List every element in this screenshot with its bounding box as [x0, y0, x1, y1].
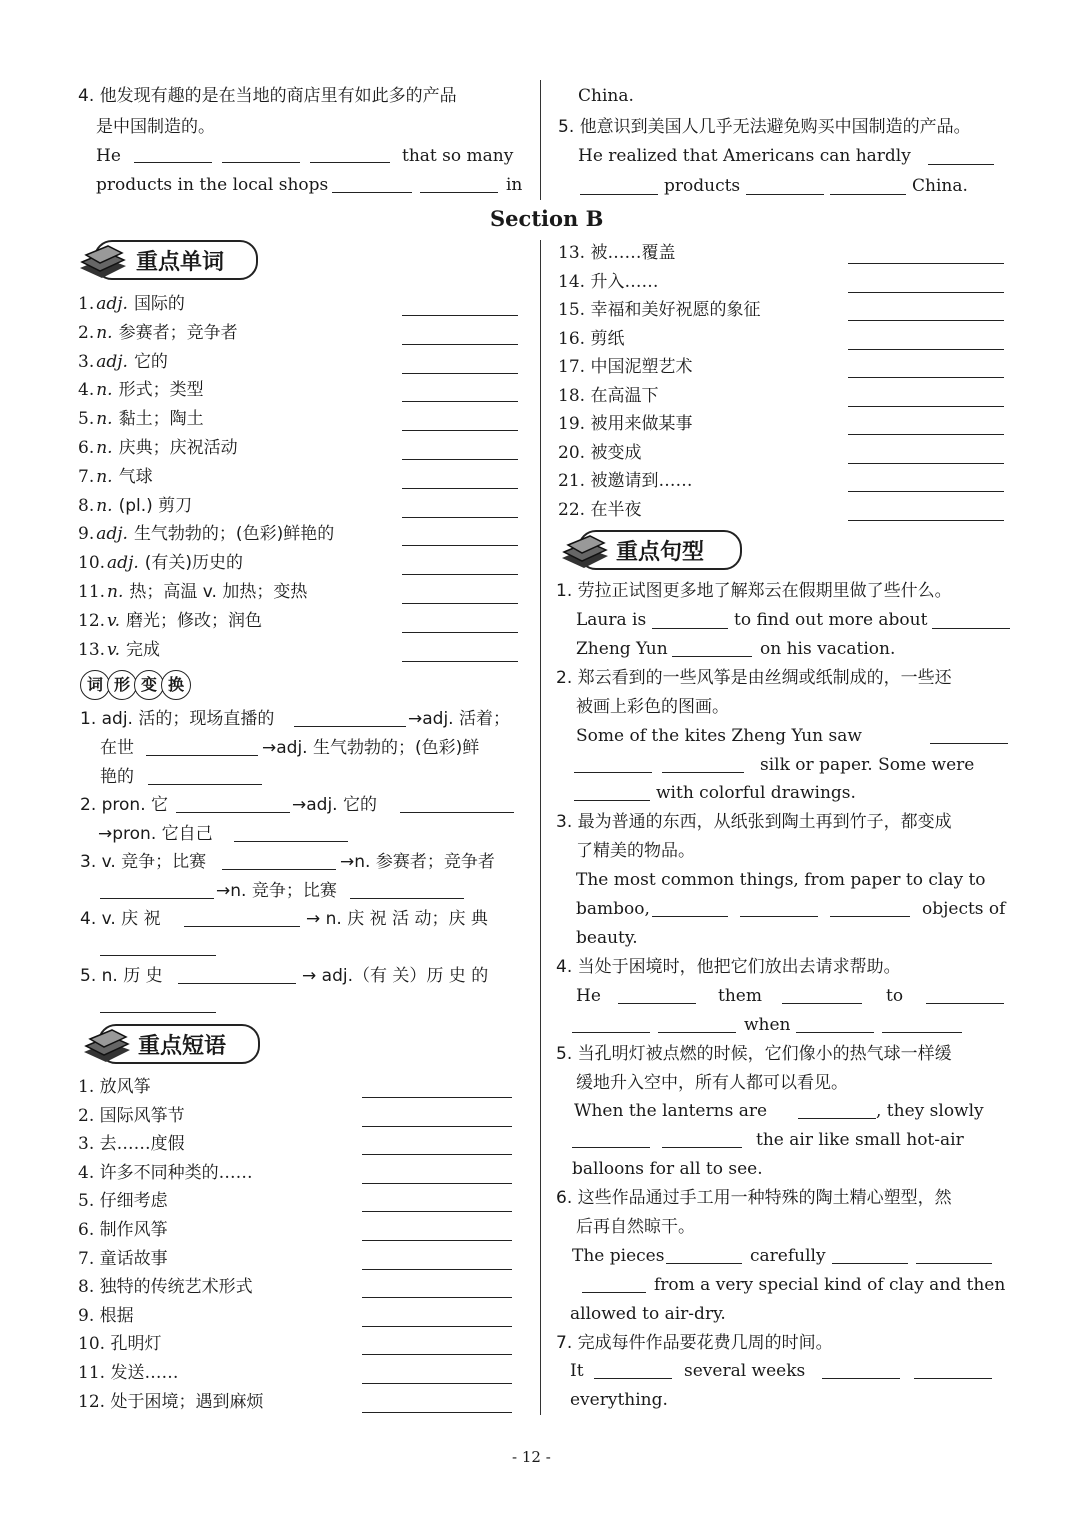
s2-zh-1: 2. 郑云看到的一些风筝是由丝绸或纸制成的，一些还 — [556, 668, 952, 688]
blank[interactable] — [572, 1147, 650, 1148]
s6-zh-1: 6. 这些作品通过手工用一种特殊的陶土精心塑型，然 — [556, 1188, 952, 1208]
s1-en-1a: Laura is — [576, 610, 647, 630]
form-1d: →adj. 生气勃勃的；(色彩)鲜 — [262, 738, 480, 758]
blank[interactable] — [134, 162, 212, 163]
word-item — [78, 640, 160, 660]
page-number: - 12 - — [512, 1448, 551, 1466]
blank[interactable] — [362, 1211, 512, 1212]
q5-en-2b: China. — [912, 176, 968, 196]
word-zh: 完成 — [126, 639, 161, 660]
word-item — [78, 380, 204, 400]
blank[interactable] — [362, 1383, 512, 1384]
word-pos: n. — [107, 582, 124, 602]
word-item — [78, 352, 168, 372]
form-3b: →n. 参赛者；竞争者 — [340, 852, 495, 872]
s3-en-3: beauty. — [576, 928, 638, 948]
blank[interactable] — [402, 459, 518, 460]
blank[interactable] — [932, 628, 1010, 629]
blank[interactable] — [402, 430, 518, 431]
s2-zh-2: 被画上彩色的图画。 — [576, 697, 729, 717]
blank[interactable] — [848, 263, 1004, 264]
blank[interactable] — [782, 1003, 862, 1004]
blank[interactable] — [796, 1032, 874, 1033]
blank[interactable] — [362, 1412, 512, 1413]
s4-en-1b: them — [718, 986, 762, 1006]
s2-en-2a: silk or paper. Some were — [760, 755, 975, 775]
s1-en-1b: to find out more about — [734, 610, 928, 630]
blank[interactable] — [362, 1183, 512, 1184]
s3-zh-2: 了精美的物品。 — [576, 841, 695, 861]
phrase-item: 6. 制作风筝 — [78, 1220, 168, 1240]
s6-en-3: allowed to air-dry. — [570, 1304, 726, 1324]
word-zh: 黏土；陶土 — [118, 409, 204, 430]
s5-en-3: balloons for all to see. — [572, 1159, 763, 1179]
s5-en-2: the air like small hot-air — [756, 1130, 964, 1150]
phrase-item: 15. 幸福和美好祝愿的象征 — [558, 300, 761, 320]
blank[interactable] — [222, 869, 336, 870]
word-zh: 磨光；修改；润色 — [126, 610, 263, 631]
phrase-item: 19. 被用来做某事 — [558, 414, 693, 434]
s5-zh-2: 缓地升入空中，所有人都可以看见。 — [576, 1073, 848, 1093]
s6-en-1a: The pieces — [572, 1246, 665, 1266]
word-pos: v. — [107, 639, 121, 660]
s5-en-1b: , they slowly — [876, 1101, 984, 1121]
blank[interactable] — [400, 812, 514, 813]
blank[interactable] — [100, 898, 214, 899]
word-num: 9. — [78, 524, 95, 545]
phrase-item: 7. 童话故事 — [78, 1248, 168, 1269]
word-pos: adj. — [107, 553, 139, 574]
word-item — [78, 496, 192, 516]
word-num: 13. — [78, 639, 106, 660]
word-item — [78, 409, 204, 429]
word-pos: n. — [96, 322, 113, 343]
blank[interactable] — [832, 1263, 908, 1264]
blank[interactable] — [848, 292, 1004, 293]
blank[interactable] — [402, 632, 518, 633]
word-zh: 参赛者；竞争者 — [118, 322, 238, 343]
sentences-header-title: 重点句型 — [616, 540, 705, 565]
s6-en-1b: carefully — [750, 1246, 826, 1266]
s7-en-2: everything. — [570, 1390, 668, 1410]
blank[interactable] — [146, 755, 258, 756]
s4-en-2: when — [744, 1015, 791, 1035]
blank[interactable] — [350, 898, 464, 899]
blank[interactable] — [362, 1297, 512, 1298]
s5-zh-1: 5. 当孔明灯被点燃的时候，它们像小的热气球一样缓 — [556, 1044, 952, 1064]
s4-en-1a: He — [576, 986, 601, 1006]
blank[interactable] — [294, 726, 406, 727]
phrase-item: 9. 根据 — [78, 1305, 134, 1326]
form-5b: → adj.（有 关）历 史 的 — [302, 966, 489, 986]
phrase-item: 16. 剪纸 — [558, 328, 625, 349]
s3-zh-1: 3. 最为普通的东西，从纸张到陶土再到竹子，都变成 — [556, 812, 952, 832]
word-num: 8. — [78, 495, 95, 516]
phrase-item: 17. 中国泥塑艺术 — [558, 357, 693, 377]
word-item — [78, 524, 334, 544]
phrases-header-title: 重点短语 — [138, 1034, 227, 1059]
blank[interactable] — [420, 192, 498, 193]
blank[interactable] — [574, 800, 650, 801]
blank[interactable] — [930, 743, 1008, 744]
s2-en-1: Some of the kites Zheng Yun saw — [576, 726, 862, 746]
blank[interactable] — [672, 656, 752, 657]
word-num: 11. — [78, 582, 106, 602]
q4-en-2a: products in the local shops — [96, 175, 329, 195]
word-pos: n. — [96, 409, 113, 430]
word-pos: n. — [96, 466, 113, 487]
blank[interactable] — [652, 916, 728, 917]
s2-en-3: with colorful drawings. — [656, 783, 856, 803]
blank[interactable] — [798, 1118, 876, 1119]
blank[interactable] — [402, 488, 518, 489]
word-num: 6. — [78, 438, 95, 458]
blank[interactable] — [848, 349, 1004, 350]
q4-zh-2: 是中国制造的。 — [96, 117, 215, 137]
form-4a: 4. v. 庆 祝 — [80, 909, 161, 929]
word-num: 10. — [78, 553, 106, 574]
word-pos: n. — [96, 380, 113, 401]
form-3a: 3. v. 竞争；比赛 — [80, 852, 207, 872]
forms-char-4: 换 — [161, 670, 191, 700]
phrase-item: 11. 发送…… — [78, 1363, 179, 1383]
blank[interactable] — [222, 162, 300, 163]
phrase-item: 3. 去……度假 — [78, 1134, 185, 1155]
word-zh: 生气勃勃的；(色彩)鲜艳的 — [133, 524, 335, 545]
form-2c: →pron. 它自己 — [98, 824, 213, 844]
word-zh: 庆典；庆祝活动 — [118, 438, 238, 458]
blank[interactable] — [402, 661, 518, 662]
word-item — [78, 323, 238, 343]
phrase-item: 1. 放风筝 — [78, 1077, 151, 1097]
phrase-item: 14. 升入…… — [558, 271, 659, 292]
word-zh: (有关)历史的 — [144, 553, 244, 574]
blank[interactable] — [928, 164, 994, 165]
blank[interactable] — [662, 1147, 742, 1148]
blank[interactable] — [148, 784, 262, 785]
books-icon — [558, 528, 610, 572]
word-zh: 气球 — [118, 466, 153, 487]
blank[interactable] — [822, 1378, 900, 1379]
word-num: 12. — [78, 610, 106, 631]
blank[interactable] — [402, 517, 518, 518]
s7-en-1a: It — [570, 1361, 584, 1381]
s5-en-1a: When the lanterns are — [574, 1101, 768, 1121]
word-num: 3. — [78, 351, 95, 372]
column-divider-top — [540, 80, 541, 200]
blank[interactable] — [402, 344, 518, 345]
blank[interactable] — [830, 916, 910, 917]
blank[interactable] — [662, 772, 744, 773]
q4-zh: 4. 他发现有趣的是在当地的商店里有如此多的产品 — [78, 86, 457, 106]
form-4b: → n. 庆 祝 活 动；庆 典 — [306, 909, 488, 929]
blank[interactable] — [574, 772, 652, 773]
form-5a: 5. n. 历 史 — [80, 966, 163, 986]
phrase-item: 21. 被邀请到…… — [558, 471, 693, 491]
blank[interactable] — [184, 926, 300, 927]
blank[interactable] — [402, 373, 518, 374]
blank[interactable] — [178, 983, 296, 984]
blank[interactable] — [848, 463, 1004, 464]
word-num: 7. — [78, 466, 95, 487]
forms-header — [80, 670, 188, 700]
blank[interactable] — [100, 1012, 216, 1013]
s4-en-1c: to — [886, 986, 904, 1006]
form-1b: →adj. 活着； — [408, 709, 510, 729]
word-pos: adj. — [96, 294, 128, 314]
s6-en-2: from a very special kind of clay and then — [654, 1275, 1006, 1295]
form-1a: 1. adj. 活的；现场直播的 — [80, 709, 275, 729]
word-num: 4. — [78, 380, 95, 401]
blank[interactable] — [362, 1097, 512, 1098]
blank[interactable] — [402, 401, 518, 402]
q5-en-2a: products — [664, 176, 741, 196]
blank[interactable] — [848, 406, 1004, 407]
blank[interactable] — [848, 434, 1004, 435]
blank[interactable] — [362, 1269, 512, 1270]
word-pos: v. — [107, 610, 121, 631]
blank[interactable] — [618, 1003, 696, 1004]
blank[interactable] — [882, 1032, 962, 1033]
blank[interactable] — [176, 812, 290, 813]
blank[interactable] — [914, 1378, 992, 1379]
form-1c: 在世 — [100, 738, 134, 758]
word-item — [78, 582, 307, 602]
blank[interactable] — [402, 574, 518, 575]
blank[interactable] — [362, 1126, 512, 1127]
phrase-item: 8. 独特的传统艺术形式 — [78, 1277, 253, 1298]
books-icon — [80, 1022, 132, 1066]
blank[interactable] — [580, 194, 658, 195]
blank[interactable] — [652, 628, 728, 629]
forms-char-3: 变 — [134, 670, 164, 700]
s6-zh-2: 后再自然晾干。 — [576, 1217, 695, 1237]
blank[interactable] — [658, 1032, 736, 1033]
form-3c: →n. 竞争；比赛 — [216, 881, 337, 901]
blank[interactable] — [234, 841, 348, 842]
blank[interactable] — [848, 491, 1004, 492]
s3-en-2b: objects of — [922, 899, 1006, 919]
q4-en-2b: in — [506, 175, 523, 195]
s7-en-1b: several weeks — [684, 1361, 806, 1381]
blank[interactable] — [362, 1354, 512, 1355]
words-header-title: 重点单词 — [136, 250, 225, 275]
blank[interactable] — [362, 1326, 512, 1327]
phrase-item: 4. 许多不同种类的…… — [78, 1162, 253, 1183]
word-num: 1. — [78, 294, 95, 314]
books-icon — [76, 238, 128, 282]
s3-en-1: The most common things, from paper to clay to — [576, 870, 986, 890]
phrase-item: 12. 处于困境；遇到麻烦 — [78, 1391, 264, 1412]
s1-en-2b: on his vacation. — [760, 639, 896, 659]
s4-zh: 4. 当处于困境时，他把它们放出去请求帮助。 — [556, 957, 901, 977]
phrase-item: 13. 被……覆盖 — [558, 243, 676, 263]
blank[interactable] — [402, 545, 518, 546]
form-2a: 2. pron. 它 — [80, 795, 169, 815]
word-zh: 热；高温 v. 加热；变热 — [129, 582, 308, 602]
blank[interactable] — [594, 1378, 672, 1379]
blank[interactable] — [666, 1263, 742, 1264]
word-item — [78, 438, 238, 458]
q5-en-1: He realized that Americans can hardly — [578, 146, 911, 166]
s1-en-2a: Zheng Yun — [576, 639, 668, 659]
phrase-item: 2. 国际风筝节 — [78, 1105, 185, 1126]
word-item — [78, 294, 185, 314]
blank[interactable] — [362, 1240, 512, 1241]
blank[interactable] — [848, 377, 1004, 378]
blank[interactable] — [740, 916, 818, 917]
q4-en-1b: that so many — [402, 146, 514, 166]
blank[interactable] — [572, 1032, 650, 1033]
word-pos: n. — [96, 438, 113, 458]
q5-zh: 5. 他意识到美国人几乎无法避免购买中国制造的产品。 — [558, 117, 971, 137]
blank[interactable] — [848, 320, 1004, 321]
phrase-item: 18. 在高温下 — [558, 385, 659, 406]
blank[interactable] — [362, 1154, 512, 1155]
blank[interactable] — [332, 192, 412, 193]
forms-char-1: 词 — [80, 670, 110, 700]
blank[interactable] — [926, 1003, 1004, 1004]
blank[interactable] — [746, 194, 824, 195]
word-pos: n. — [96, 495, 113, 516]
form-2b: →adj. 它的 — [292, 795, 377, 815]
form-1e: 艳的 — [100, 767, 134, 787]
s7-zh: 7. 完成每件作品要花费几周的时间。 — [556, 1333, 833, 1353]
s1-zh: 1. 劳拉正试图更多地了解郑云在假期里做了些什么。 — [556, 581, 952, 601]
word-num: 2. — [78, 322, 95, 343]
blank[interactable] — [402, 603, 518, 604]
q4-en-1a: He — [96, 146, 121, 166]
phrase-item: 22. 在半夜 — [558, 499, 642, 520]
blank[interactable] — [848, 520, 1004, 521]
blank[interactable] — [100, 955, 216, 956]
blank[interactable] — [310, 162, 390, 163]
blank[interactable] — [402, 315, 518, 316]
word-item — [78, 467, 153, 487]
section-title: Section B — [490, 206, 604, 231]
word-num: 5. — [78, 409, 95, 430]
word-item — [78, 611, 262, 631]
phrase-item: 20. 被变成 — [558, 442, 642, 463]
blank[interactable] — [830, 194, 906, 195]
blank[interactable] — [582, 1292, 646, 1293]
phrase-item: 10. 孔明灯 — [78, 1334, 162, 1355]
word-item — [78, 553, 243, 573]
word-zh: 它的 — [133, 351, 168, 372]
word-zh: 形式；类型 — [118, 380, 204, 401]
r-china: China. — [578, 86, 634, 106]
blank[interactable] — [916, 1263, 992, 1264]
word-pos: adj. — [96, 524, 128, 545]
word-zh: 国际的 — [133, 294, 185, 314]
word-pos: adj. — [96, 351, 128, 372]
word-zh: (pl.) 剪刀 — [118, 495, 193, 516]
phrase-item: 5. 仔细考虑 — [78, 1191, 168, 1212]
s3-en-2a: bamboo, — [576, 899, 650, 919]
forms-char-2: 形 — [107, 670, 137, 700]
column-divider — [540, 240, 541, 1415]
